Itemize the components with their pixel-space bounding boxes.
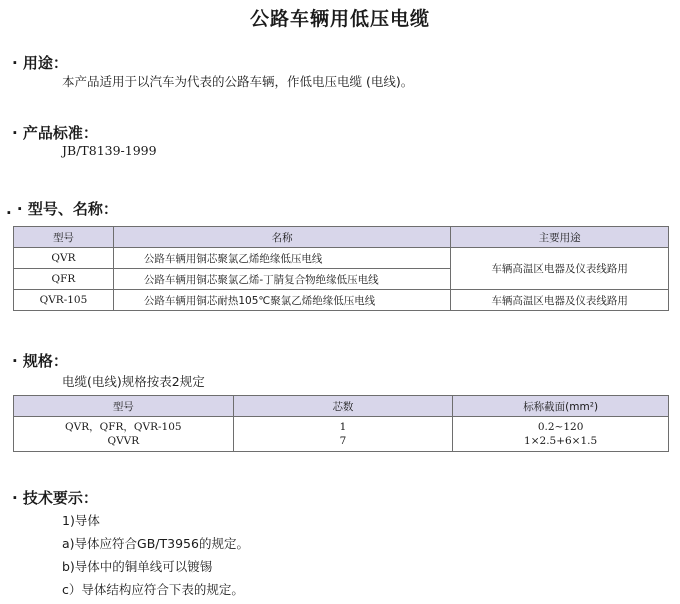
spec-text: 电缆(电线)规格按表2规定: [62, 374, 205, 389]
spec-heading: · 规格：: [12, 352, 68, 370]
standard-heading: · 产品标准：: [12, 124, 98, 142]
table-row: [14, 417, 669, 452]
section-cell: 0.2~120: [537, 421, 584, 433]
tech-line: b)导体中的铜单线可以镀锡: [62, 559, 213, 574]
table-header-row: [14, 396, 669, 417]
tech-line: a)导体应符合GB/T3956的规定。: [62, 536, 249, 551]
name-cell: 公路车辆用铜芯耐热105℃聚氯乙烯绝缘低压电线: [113, 290, 450, 311]
models-heading: . · 型号、名称：: [6, 200, 118, 218]
tech-line: 1)导体: [62, 513, 100, 528]
usage-text: 本产品适用于以汽车为代表的公路车辆，作低电压电缆 (电线)。: [62, 74, 414, 89]
model-cell: QVR: [14, 248, 114, 269]
tech-line: c）导体结构应符合下表的规定。: [62, 582, 244, 597]
use-cell: 车辆高温区电器及仪表线路用: [451, 248, 669, 290]
table-row: [14, 290, 669, 311]
models-table: [13, 226, 669, 311]
model-cell: QVR-105: [14, 290, 114, 311]
column-header: 芯数: [233, 396, 453, 417]
column-header: 名称: [113, 227, 450, 248]
model-cell: QVVR: [107, 435, 140, 447]
name-cell: 公路车辆用铜芯聚氯乙烯-丁腈复合物绝缘低压电线: [113, 269, 450, 290]
model-cell: QFR: [14, 269, 114, 290]
cores-cell: 7: [339, 435, 347, 447]
name-cell: 公路车辆用铜芯聚氯乙烯绝缘低压电线: [113, 248, 450, 269]
use-cell: 车辆高温区电器及仪表线路用: [451, 290, 669, 311]
cores-cell: 1: [339, 421, 347, 433]
spec-table: [13, 395, 669, 452]
table-row: [14, 248, 669, 269]
column-header: 主要用途: [451, 227, 669, 248]
column-header: 型号: [14, 396, 234, 417]
column-header: 标称截面(mm²): [453, 396, 669, 417]
table-header-row: [14, 227, 669, 248]
section-cell: 1×2.5+6×1.5: [524, 435, 598, 447]
page-title: 公路车辆用低压电缆: [249, 8, 430, 30]
tech-heading: · 技术要示：: [12, 489, 98, 507]
model-cell: QVR，QFR，QVR-105: [65, 421, 182, 433]
standard-text: JB/T8139-1999: [62, 143, 157, 158]
usage-heading: · 用途：: [12, 54, 68, 72]
column-header: 型号: [14, 227, 114, 248]
